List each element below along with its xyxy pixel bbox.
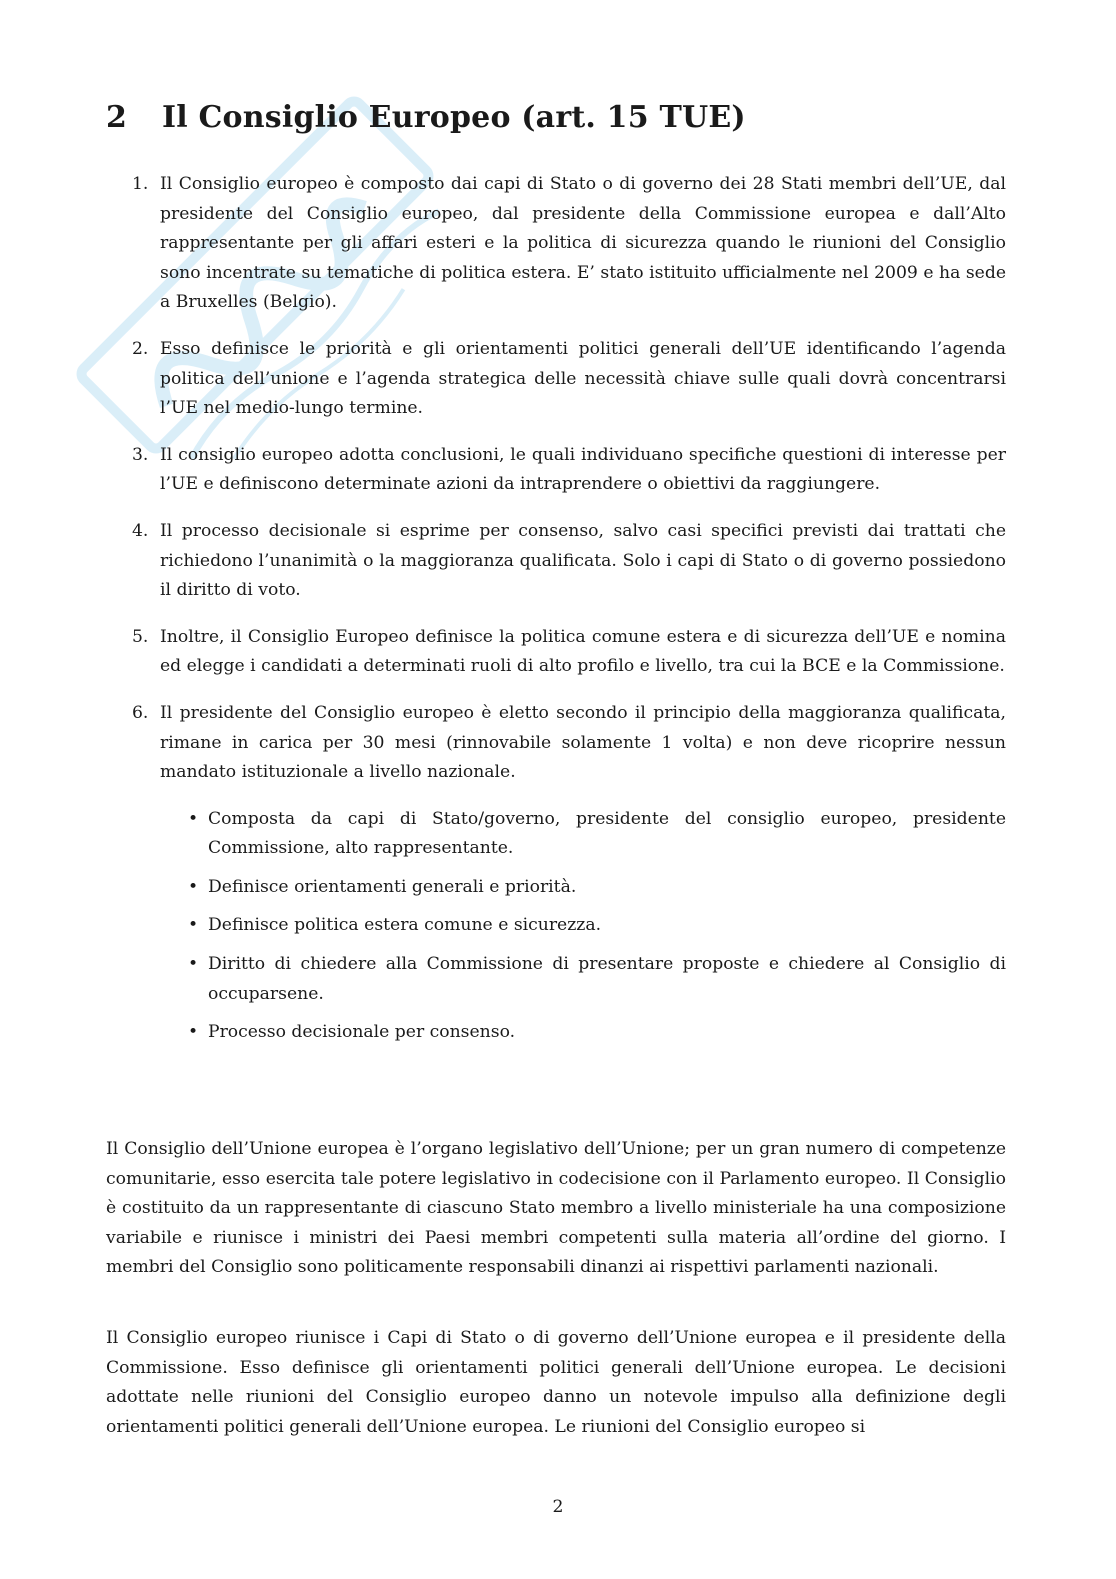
item-number: 5. bbox=[132, 626, 149, 647]
bullet-icon: • bbox=[188, 954, 199, 975]
list-item bbox=[106, 699, 1006, 1048]
item-number: 1. bbox=[132, 174, 149, 194]
item-text: Il processo decisionale si esprime per consenso, salvo casi specifici previsti dai trattati che richiedono l’unanimità o la maggioranza qualificata. Solo i capi di Stato o di governo possiedono il diritto di voto. bbox=[160, 520, 1006, 601]
bullet-item bbox=[160, 950, 1006, 1009]
bullet-text: Diritto di chiedere alla Commissione di presentare proposte e chiedere al Consiglio di occuparsene. bbox=[208, 954, 1006, 1004]
list-item bbox=[106, 623, 1006, 682]
bullet-item bbox=[160, 805, 1006, 864]
page-number: 2 bbox=[552, 1497, 564, 1517]
paragraph: Il Consiglio europeo riunisce i Capi di Stato o di governo dell’Unione europea e il presidente della Commissione. Esso definisce gli orientamenti politici generali dell’Unione europea. Le decisioni adottate nelle riunioni del Consiglio europeo danno un notevole impulso alla definizione degli orientamenti politici generali dell’Unione europea. Le riunioni del Consiglio europeo si bbox=[106, 1328, 1006, 1437]
bullet-text: Composta da capi di Stato/governo, presidente del consiglio europeo, presidente Commissione, alto rappresentante. bbox=[208, 808, 1006, 859]
item-text: Esso definisce le priorità e gli orientamenti politici generali dell’UE identificando l’agenda politica dell’unione e l’agenda strategica delle necessità chiave sulle quali dovrà concentrarsi l’UE nel medio-lungo termine. bbox=[160, 338, 1006, 419]
bullet-item bbox=[160, 873, 1006, 903]
bullet-list bbox=[160, 805, 1006, 1048]
list-item bbox=[106, 441, 1006, 500]
bullet-item bbox=[160, 1018, 1006, 1048]
bullet-text: Processo decisionale per consenso. bbox=[208, 1022, 516, 1043]
section-number: 2 bbox=[106, 100, 128, 135]
item-text: Il presidente del Consiglio europeo è eletto secondo il principio della maggioranza qualificata, rimane in carica per 30 mesi (rinnovabile solamente 1 volta) e non deve ricoprire nessun mandato istituzionale a livello nazionale. bbox=[160, 702, 1006, 783]
bullet-text: Definisce politica estera comune e sicurezza. bbox=[208, 915, 602, 936]
numbered-list bbox=[106, 170, 1006, 1065]
list-item bbox=[106, 170, 1006, 318]
section-heading bbox=[106, 100, 746, 135]
list-item bbox=[106, 335, 1006, 424]
item-number: 6. bbox=[132, 702, 149, 723]
bullet-text: Definisce orientamenti generali e priorità. bbox=[208, 876, 577, 897]
bullet-icon: • bbox=[188, 808, 199, 829]
item-number: 3. bbox=[132, 444, 149, 465]
bullet-icon: • bbox=[188, 876, 199, 897]
bullet-icon: • bbox=[188, 915, 199, 936]
item-text: Il consiglio europeo adotta conclusioni, le quali individuano specifiche questioni di interesse per l’UE e definiscono determinate azioni da intraprendere o obiettivi da raggiungere. bbox=[160, 444, 1006, 495]
section-title: Il Consiglio Europeo (art. 15 TUE) bbox=[162, 100, 746, 135]
item-number: 4. bbox=[132, 520, 149, 541]
bullet-icon: • bbox=[188, 1022, 199, 1043]
list-item bbox=[106, 517, 1006, 606]
item-text: Inoltre, il Consiglio Europeo definisce la politica comune estera e di sicurezza dell’UE e nomina ed elegge i candidati a determinati ruoli di alto profilo e livello, tra cui la BCE e la Commissione. bbox=[160, 626, 1006, 677]
item-number: 2. bbox=[132, 338, 149, 359]
paragraph: Il Consiglio dell’Unione europea è l’organo legislativo dell’Unione; per un gran numero di competenze comunitarie, esso esercita tale potere legislativo in codecisione con il Parlamento europeo. Il Consiglio è costituito da un rappresentante di ciascuno Stato membro a livello ministeriale ha una composizione variabile e riunisce i ministri dei Paesi membri competenti sulla materia all’ordine del giorno. I membri del Consiglio sono politicamente responsabili dinanzi ai rispettivi parlamenti nazionali. bbox=[106, 1139, 1006, 1278]
bullet-item bbox=[160, 911, 1006, 941]
item-text: Il Consiglio europeo è composto dai capi di Stato o di governo dei 28 Stati membri dell’UE, dal presidente del Consiglio europeo, dal presidente della Commissione europea e dall’Alto rappresentante per gli affari esteri e la politica di sicurezza quando le riunioni del Consiglio sono incentrate su tematiche di politica estera. E’ stato istituito ufficialmente nel 2009 e ha sede a Bruxelles (Belgio). bbox=[160, 174, 1006, 313]
